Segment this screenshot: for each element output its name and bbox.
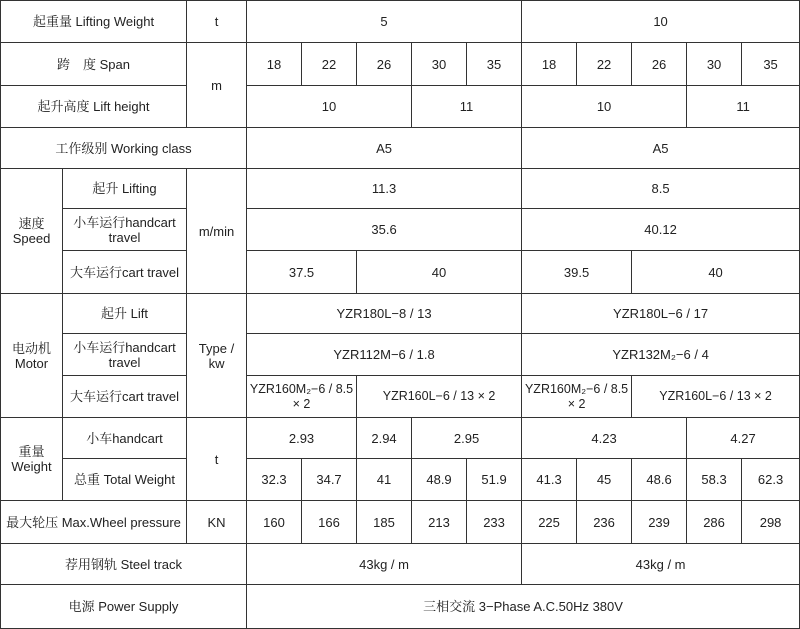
- working-class-label: 工作级别 Working class: [1, 128, 247, 169]
- speed-handcart-5t: 35.6: [247, 209, 522, 251]
- weight-total-value: 34.7: [302, 459, 357, 501]
- motor-lift-5t: YZR180L−8 / 13: [247, 294, 522, 334]
- wheel-pressure-value: 239: [632, 501, 687, 544]
- span-value: 26: [357, 43, 412, 86]
- span-lift-unit: m: [187, 43, 247, 128]
- weight-handcart-value: 2.95: [412, 418, 522, 459]
- power-supply-value: 三相交流 3−Phase A.C.50Hz 380V: [247, 585, 800, 629]
- speed-lifting-label: 起升 Lifting: [63, 169, 187, 209]
- wheel-pressure-unit: KN: [187, 501, 247, 544]
- speed-handcart-label: 小车运行handcart travel: [63, 209, 187, 251]
- motor-cart-value: YZR160M₂−6 / 8.5 × 2: [247, 376, 357, 418]
- row-motor-handcart: [1, 334, 800, 376]
- span-value: 18: [247, 43, 302, 86]
- row-speed-cart: [1, 251, 800, 294]
- power-supply-label: 电源 Power Supply: [1, 585, 247, 629]
- lift-height-value: 10: [247, 86, 412, 128]
- wheel-pressure-value: 185: [357, 501, 412, 544]
- weight-total-value: 48.9: [412, 459, 467, 501]
- wheel-pressure-value: 213: [412, 501, 467, 544]
- weight-total-value: 32.3: [247, 459, 302, 501]
- span-value: 30: [687, 43, 742, 86]
- wheel-pressure-value: 225: [522, 501, 577, 544]
- motor-handcart-10t: YZR132M₂−6 / 4: [522, 334, 800, 376]
- motor-cart-value: YZR160L−6 / 13 × 2: [632, 376, 800, 418]
- motor-cart-value: YZR160M₂−6 / 8.5 × 2: [522, 376, 632, 418]
- weight-total-value: 51.9: [467, 459, 522, 501]
- steel-track-10t: 43kg / m: [522, 544, 800, 585]
- span-value: 35: [742, 43, 800, 86]
- row-motor-lift: [1, 294, 800, 334]
- row-speed-handcart: [1, 209, 800, 251]
- working-class-10t: A5: [522, 128, 800, 169]
- speed-cart-value: 40: [357, 251, 522, 294]
- span-label: 跨 度 Span: [1, 43, 187, 86]
- row-lifting-weight: [1, 1, 800, 43]
- steel-track-5t: 43kg / m: [247, 544, 522, 585]
- span-value: 18: [522, 43, 577, 86]
- weight-handcart-label: 小车handcart: [63, 418, 187, 459]
- lifting-weight-10t: 10: [522, 1, 800, 43]
- span-value: 35: [467, 43, 522, 86]
- speed-lifting-5t: 11.3: [247, 169, 522, 209]
- speed-lifting-10t: 8.5: [522, 169, 800, 209]
- motor-lift-10t: YZR180L−6 / 17: [522, 294, 800, 334]
- motor-unit: Type / kw: [187, 294, 247, 418]
- row-lift-height: [1, 86, 800, 128]
- motor-group-label: 电动机 Motor: [1, 294, 63, 418]
- weight-total-value: 48.6: [632, 459, 687, 501]
- speed-handcart-10t: 40.12: [522, 209, 800, 251]
- lifting-weight-label: 起重量 Lifting Weight: [1, 1, 187, 43]
- wheel-pressure-value: 286: [687, 501, 742, 544]
- speed-cart-value: 37.5: [247, 251, 357, 294]
- speed-cart-label: 大车运行cart travel: [63, 251, 187, 294]
- weight-total-value: 45: [577, 459, 632, 501]
- row-steel-track: [1, 544, 800, 585]
- row-working-class: [1, 128, 800, 169]
- span-value: 22: [302, 43, 357, 86]
- lift-height-value: 10: [522, 86, 687, 128]
- weight-total-value: 58.3: [687, 459, 742, 501]
- row-weight-total: [1, 459, 800, 501]
- row-wheel-pressure: [1, 501, 800, 544]
- lifting-weight-unit: t: [187, 1, 247, 43]
- speed-unit: m/min: [187, 169, 247, 294]
- speed-cart-value: 40: [632, 251, 800, 294]
- weight-total-value: 41: [357, 459, 412, 501]
- weight-handcart-value: 2.93: [247, 418, 357, 459]
- weight-group-label: 重量 Weight: [1, 418, 63, 501]
- span-value: 26: [632, 43, 687, 86]
- speed-group-label: 速度 Speed: [1, 169, 63, 294]
- weight-handcart-value: 2.94: [357, 418, 412, 459]
- lift-height-value: 11: [687, 86, 800, 128]
- motor-cart-label: 大车运行cart travel: [63, 376, 187, 418]
- weight-total-label: 总重 Total Weight: [63, 459, 187, 501]
- row-power-supply: [1, 585, 800, 629]
- weight-total-value: 62.3: [742, 459, 800, 501]
- motor-lift-label: 起升 Lift: [63, 294, 187, 334]
- row-span: [1, 43, 800, 86]
- motor-cart-value: YZR160L−6 / 13 × 2: [357, 376, 522, 418]
- weight-handcart-value: 4.27: [687, 418, 800, 459]
- speed-cart-value: 39.5: [522, 251, 632, 294]
- working-class-5t: A5: [247, 128, 522, 169]
- span-value: 22: [577, 43, 632, 86]
- wheel-pressure-value: 233: [467, 501, 522, 544]
- row-motor-cart: [1, 376, 800, 418]
- lift-height-label: 起升高度 Lift height: [1, 86, 187, 128]
- weight-unit: t: [187, 418, 247, 501]
- wheel-pressure-value: 160: [247, 501, 302, 544]
- lifting-weight-5t: 5: [247, 1, 522, 43]
- wheel-pressure-value: 166: [302, 501, 357, 544]
- wheel-pressure-label: 最大轮压 Max.Wheel pressure: [1, 501, 187, 544]
- wheel-pressure-value: 298: [742, 501, 800, 544]
- weight-total-value: 41.3: [522, 459, 577, 501]
- motor-handcart-label: 小车运行handcart travel: [63, 334, 187, 376]
- span-value: 30: [412, 43, 467, 86]
- steel-track-label: 荐用钢轨 Steel track: [1, 544, 247, 585]
- wheel-pressure-value: 236: [577, 501, 632, 544]
- weight-handcart-value: 4.23: [522, 418, 687, 459]
- motor-handcart-5t: YZR112M−6 / 1.8: [247, 334, 522, 376]
- lift-height-value: 11: [412, 86, 522, 128]
- row-weight-handcart: [1, 418, 800, 459]
- row-speed-lifting: [1, 169, 800, 209]
